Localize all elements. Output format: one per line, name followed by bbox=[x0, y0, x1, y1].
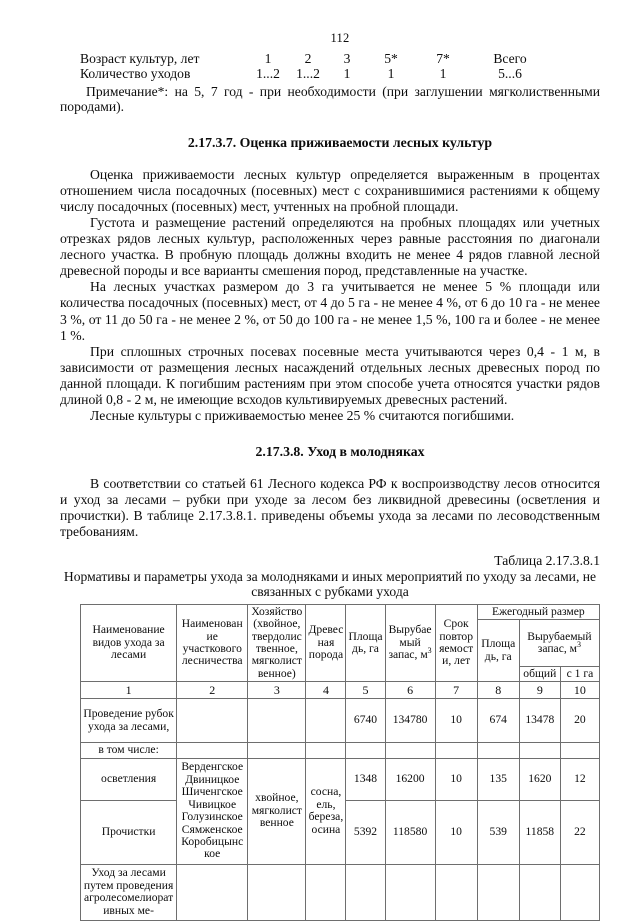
forestry-list-part-1: Верденгское Двиницкое Шиченгское bbox=[181, 760, 244, 799]
header-annual-per-ha: с 1 га bbox=[560, 666, 599, 681]
cell-economy bbox=[248, 699, 306, 743]
cell-annual-area bbox=[477, 864, 519, 920]
paragraph: На лесных участках размером до 3 га учитывается не менее 5 % площади или количества посадочных (посевных) мест, от 4 до 5 га - не менее 4 %, от 6 до 10 га - не менее 3 %, от 11 до 50 га - не менее 2 %, от 50 до 100 га - не менее 1,5 %, 100 га и более - не менее 1 %. bbox=[60, 279, 600, 343]
table-row bbox=[81, 699, 600, 743]
paragraph: Оценка приживаемости лесных культур определяется выраженным в процентах отношением числа посадочных (посевных) мест с сохранившимися растениями к общему числу посадочных (посевных) мест, учтенных на пробной площади. bbox=[60, 166, 600, 214]
header-cut-stock bbox=[385, 604, 435, 681]
col-number: 5 bbox=[346, 682, 385, 699]
schedule-value-total: 5...6 bbox=[498, 66, 522, 81]
paragraph: Лесные культуры с приживаемостью менее 25 % считаются погибшими. bbox=[90, 408, 515, 424]
cell-annual-area: 674 bbox=[477, 699, 519, 743]
header-cut-stock-sup: 3 bbox=[427, 646, 432, 656]
cell-care-type: осветления bbox=[81, 758, 177, 800]
cell-annual-total: 1620 bbox=[519, 758, 560, 800]
cell-stock bbox=[385, 864, 435, 920]
col-number: 8 bbox=[477, 682, 519, 699]
schedule-row bbox=[80, 51, 600, 67]
cell-annual-per-ha: 22 bbox=[560, 800, 599, 864]
cell-annual-total bbox=[519, 864, 560, 920]
schedule-row bbox=[80, 66, 600, 82]
col-number: 7 bbox=[435, 682, 477, 699]
schedule-note: Примечание*: на 5, 7 год - при необходимости (при заглушении мягколиственными породами). bbox=[60, 83, 600, 115]
col-number: 10 bbox=[560, 682, 599, 699]
cell-annual-per-ha: 12 bbox=[560, 758, 599, 800]
cell-annual-area: 135 bbox=[477, 758, 519, 800]
header-cycle: Срок повторяемости, лет bbox=[435, 604, 477, 681]
cell-cycle: 10 bbox=[435, 758, 477, 800]
cell-cycle bbox=[435, 864, 477, 920]
section-title-2-17-3-7: 2.17.3.7. Оценка приживаемости лесных культур bbox=[187, 134, 493, 150]
table-row bbox=[81, 864, 600, 920]
cell-stock: 118580 bbox=[385, 800, 435, 864]
table-head bbox=[81, 604, 600, 698]
schedule-row-label: Возраст культур, лет bbox=[80, 50, 200, 66]
cell-care-type: Проведение рубок ухода за лесами, bbox=[81, 699, 177, 743]
cell-economy bbox=[248, 743, 306, 758]
table-row bbox=[81, 743, 600, 758]
care-norms-table bbox=[80, 604, 600, 921]
col-number: 3 bbox=[248, 682, 306, 699]
col-number: 9 bbox=[519, 682, 560, 699]
header-group-annual: Ежегодный размер bbox=[477, 604, 599, 619]
cell-forestry bbox=[177, 758, 248, 864]
cell-annual-total: 11858 bbox=[519, 800, 560, 864]
table-title: Нормативы и параметры ухода за молодняками и иных мероприятий по уходу за лесами, не связанных с рубками ухода bbox=[63, 568, 597, 600]
cell-cycle: 10 bbox=[435, 699, 477, 743]
cell-annual-total: 13478 bbox=[519, 699, 560, 743]
schedule-value: 1 bbox=[387, 66, 395, 81]
cell-species bbox=[306, 743, 346, 758]
col-number: 6 bbox=[385, 682, 435, 699]
col-number: 2 bbox=[177, 682, 248, 699]
care-schedule bbox=[80, 51, 600, 82]
schedule-value: 3 bbox=[343, 50, 351, 66]
section-title-2-17-3-8: 2.17.3.8. Уход в молодняках bbox=[255, 444, 425, 460]
schedule-value-total: Всего bbox=[493, 50, 527, 66]
page-content bbox=[60, 0, 600, 921]
cell-species bbox=[306, 864, 346, 920]
table-body bbox=[81, 699, 600, 920]
page-number: 112 bbox=[330, 31, 350, 45]
schedule-value: 1 bbox=[439, 66, 447, 81]
paragraph: Густота и размещение растений определяются на пробных площадях или учетных отрезках рядов лесных культур, расположенных через равные расстояния по диагонали лесного участка. В пробную площадь должны входить не менее 4 рядов главной лесной древесной породы и все варианты смешения пород, представленные на участке. bbox=[60, 214, 600, 279]
schedule-value: 1...2 bbox=[256, 66, 280, 81]
header-annual-area: Площадь, га bbox=[477, 620, 519, 682]
cell-area bbox=[346, 743, 385, 758]
cell-cycle: 10 bbox=[435, 800, 477, 864]
cell-area: 5392 bbox=[346, 800, 385, 864]
table-header-row-1 bbox=[81, 604, 600, 619]
cell-annual-per-ha bbox=[560, 864, 599, 920]
cell-care-type: в том числе: bbox=[81, 743, 177, 758]
cell-economy bbox=[248, 864, 306, 920]
cell-annual-area: 539 bbox=[477, 800, 519, 864]
schedule-value: 5* bbox=[384, 50, 398, 66]
cell-area: 6740 bbox=[346, 699, 385, 743]
cell-stock bbox=[385, 743, 435, 758]
cell-species: сосна, ель, береза, осина bbox=[306, 758, 346, 864]
schedule-value: 2 bbox=[304, 50, 312, 66]
forestry-list-part-2: Чивицкое Голузинское Сямженское Коробицынское bbox=[181, 797, 244, 861]
table-number-caption: Таблица 2.17.3.8.1 bbox=[494, 552, 600, 568]
header-group-annual-cut bbox=[519, 620, 599, 667]
col-number: 1 bbox=[81, 682, 177, 699]
table-row bbox=[81, 758, 600, 800]
header-group-annual-cut-label: Вырубаемый запас, м bbox=[527, 629, 592, 655]
header-economy: Хозяйство (хвойное, твердолиственное, мягколиственное) bbox=[248, 604, 306, 681]
schedule-value: 1 bbox=[264, 50, 272, 66]
cell-forestry bbox=[177, 699, 248, 743]
cell-annual-per-ha bbox=[560, 743, 599, 758]
col-number: 4 bbox=[306, 682, 346, 699]
cell-area: 1348 bbox=[346, 758, 385, 800]
header-annual-total: общий bbox=[519, 666, 560, 681]
paragraph: При сплошных строчных посевах посевные места учитываются через 0,4 - 1 м, в зависимости от размещения лесных насаждений отдельных лесных древесных пород по данной площади. К погибшим растениям при этом способе учета относятся участки рядов длиной 0,8 - 2 м, не имеющие всходов культивируемых древесных растений. bbox=[60, 343, 600, 407]
cell-care-type: Уход за лесами путем проведения агролесомелиоративных ме- bbox=[81, 864, 177, 920]
cell-area bbox=[346, 864, 385, 920]
cell-forestry bbox=[177, 743, 248, 758]
schedule-value: 7* bbox=[436, 50, 450, 66]
header-area: Площадь, га bbox=[346, 604, 385, 681]
schedule-value: 1 bbox=[343, 66, 351, 81]
header-group-annual-cut-sup: 3 bbox=[576, 640, 581, 650]
cell-annual-total bbox=[519, 743, 560, 758]
cell-care-type: Прочистки bbox=[81, 800, 177, 864]
cell-stock: 16200 bbox=[385, 758, 435, 800]
paragraph: В соответствии со статьей 61 Лесного кодекса РФ к воспроизводству лесов относится и уход за лесами – рубки при уходе за лесом без ликвидной древесины (осветления и прочистки). В таблице 2.17.3.8.1. приведены объемы ухода за лесами по лесоводственным требованиям. bbox=[60, 476, 600, 540]
cell-annual-per-ha: 20 bbox=[560, 699, 599, 743]
table-column-number-row bbox=[81, 682, 600, 699]
schedule-row-label: Количество уходов bbox=[80, 66, 191, 81]
cell-stock: 134780 bbox=[385, 699, 435, 743]
schedule-value: 1...2 bbox=[296, 66, 320, 81]
cell-annual-area bbox=[477, 743, 519, 758]
cell-economy: хвойное, мягколиственное bbox=[248, 758, 306, 864]
cell-cycle bbox=[435, 743, 477, 758]
header-forestry: Наименование участкового лесничества bbox=[177, 604, 248, 681]
header-cut-stock-label: Вырубаемый запас, м bbox=[388, 623, 432, 662]
cell-species bbox=[306, 699, 346, 743]
header-species: Древесная порода bbox=[306, 604, 346, 681]
cell-forestry bbox=[177, 864, 248, 920]
header-care-type: Наименование видов ухода за лесами bbox=[81, 604, 177, 681]
